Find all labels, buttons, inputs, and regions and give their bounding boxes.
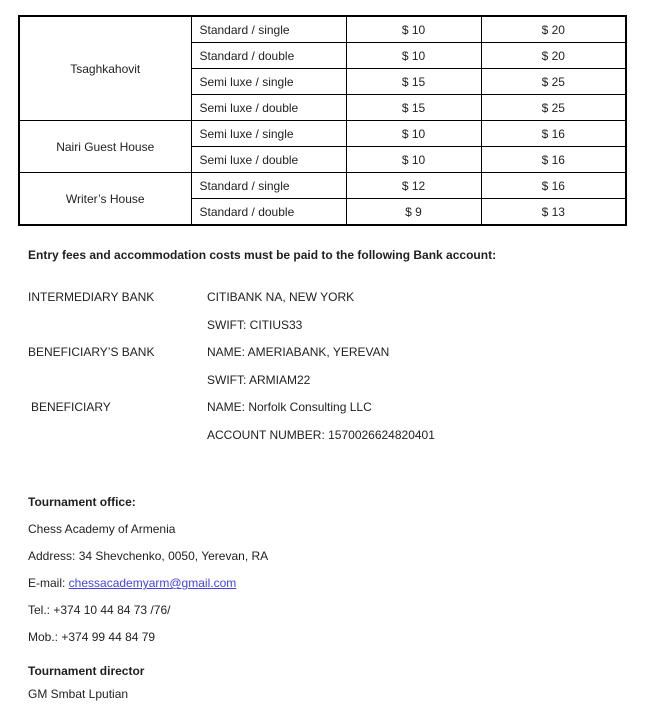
price-cell: $ 12	[346, 173, 481, 199]
price-cell: $ 25	[481, 95, 626, 121]
office-address-line: Address: 34 Shevchenko, 0050, Yerevan, RA	[28, 549, 269, 563]
bank-row-label	[28, 312, 207, 340]
bank-row-value: NAME: AMERIABANK, YEREVAN	[207, 345, 390, 359]
table-row	[19, 16, 626, 43]
office-mob-line: Mob.: +374 99 44 84 79	[28, 630, 156, 644]
accommodation-price-table	[18, 15, 627, 226]
room-type-cell: Semi luxe / single	[191, 69, 346, 95]
bank-row-label: BENEFICIARY’S BANK	[28, 345, 155, 359]
hotel-name-cell: Tsaghkahovit	[19, 16, 191, 121]
bank-row-value: SWIFT: ARMIAM22	[207, 372, 311, 387]
price-cell: $ 10	[346, 43, 481, 69]
room-type-cell: Standard / single	[191, 173, 346, 199]
price-cell: $ 16	[481, 121, 626, 147]
office-tel-line: Tel.: +374 10 44 84 73 /76/	[28, 603, 171, 617]
bank-row-label	[28, 367, 207, 395]
email-label: E-mail:	[28, 576, 69, 590]
office-email-line	[28, 570, 268, 597]
price-cell: $ 10	[346, 16, 481, 43]
price-cell: $ 10	[346, 121, 481, 147]
tournament-director-section	[28, 660, 144, 706]
price-cell: $ 13	[481, 199, 626, 226]
bank-details	[28, 284, 435, 449]
price-cell: $ 16	[481, 173, 626, 199]
price-cell: $ 16	[481, 147, 626, 173]
email-link[interactable]: chessacademyarm@gmail.com	[68, 576, 237, 590]
room-type-cell: Standard / double	[191, 199, 346, 226]
bank-row-label	[28, 422, 207, 450]
payment-note: Entry fees and accommodation costs must be paid to the following Bank account:	[28, 248, 497, 262]
tournament-office-heading: Tournament office:	[28, 495, 136, 509]
hotel-name-cell: Writer’s House	[19, 173, 191, 226]
table-row	[19, 173, 626, 199]
bank-row-label: BENEFICIARY	[31, 400, 111, 414]
price-cell: $ 15	[346, 69, 481, 95]
price-cell: $ 20	[481, 16, 626, 43]
price-cell: $ 20	[481, 43, 626, 69]
bank-row-value: SWIFT: CITIUS33	[207, 317, 303, 332]
room-type-cell: Semi luxe / double	[191, 147, 346, 173]
bank-row-value: CITIBANK NA, NEW YORK	[207, 290, 355, 304]
bank-row-value: NAME: Norfolk Consulting LLC	[207, 400, 372, 414]
director-name: GM Smbat Lputian	[28, 687, 129, 701]
bank-row-label: INTERMEDIARY BANK	[28, 290, 155, 304]
room-type-cell: Semi luxe / single	[191, 121, 346, 147]
office-org-line: Chess Academy of Armenia	[28, 522, 176, 536]
bank-row-value: ACCOUNT NUMBER: 1570026624820401	[207, 427, 435, 442]
price-cell: $ 25	[481, 69, 626, 95]
tournament-director-heading: Tournament director	[28, 664, 145, 678]
room-type-cell: Standard / single	[191, 16, 346, 43]
price-cell: $ 15	[346, 95, 481, 121]
room-type-cell: Semi luxe / double	[191, 95, 346, 121]
hotel-name-cell: Nairi Guest House	[19, 121, 191, 173]
room-type-cell: Standard / double	[191, 43, 346, 69]
price-cell: $ 9	[346, 199, 481, 226]
price-cell: $ 10	[346, 147, 481, 173]
tournament-office-section	[28, 489, 268, 651]
table-row	[19, 121, 626, 147]
